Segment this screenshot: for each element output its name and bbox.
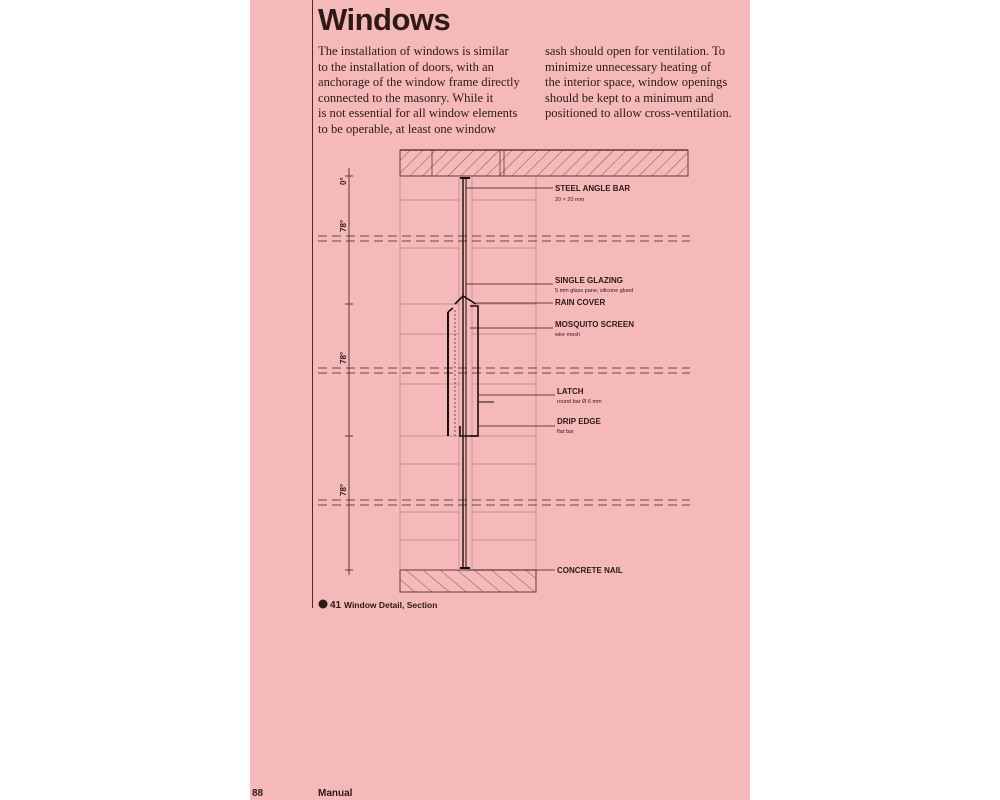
dimension-label: 78° <box>339 219 348 232</box>
label-mosquito-screen-sub: wire mesh <box>555 332 581 338</box>
body-line: positioned to allow cross-ventilation. <box>545 106 732 121</box>
body-line: anchorage of the window frame directly <box>318 75 520 90</box>
label-concrete-nail: CONCRETE NAIL <box>557 566 623 575</box>
body-line: should be kept to a minimum and <box>545 90 714 105</box>
sill-slab <box>400 570 536 592</box>
lintel-slab <box>400 150 688 176</box>
body-line: The installation of windows is similar <box>318 44 509 58</box>
body-line: minimize unnecessary heating of <box>545 59 712 74</box>
label-drip-edge: DRIP EDGE <box>557 417 601 426</box>
page-title: Windows <box>318 2 451 37</box>
break-lines <box>318 236 690 505</box>
label-single-glazing-sub: 5 mm glass pane, silicone glued <box>555 288 634 294</box>
label-steel-angle-bar-sub: 20 × 20 mm <box>555 197 585 203</box>
body-line: is not essential for all window elements <box>318 106 518 121</box>
body-line: to the installation of doors, with an <box>318 59 494 74</box>
page-number: 88 <box>252 788 264 799</box>
caption-text: Window Detail, Section <box>344 600 438 610</box>
body-line: sash should open for ventilation. To <box>545 44 726 58</box>
body-line: connected to the masonry. While it <box>318 90 494 105</box>
label-rain-cover: RAIN COVER <box>555 298 606 307</box>
label-drip-edge-sub: flat bar <box>557 429 574 435</box>
section-name: Manual <box>318 788 353 799</box>
label-latch: LATCH <box>557 387 584 396</box>
body-line: the interior space, window openings <box>545 75 728 90</box>
dimension-label: 0° <box>339 177 348 185</box>
dimension-label: 78° <box>339 483 348 496</box>
label-single-glazing: SINGLE GLAZING <box>555 276 623 285</box>
caption-number: 41 <box>330 600 342 611</box>
label-mosquito-screen: MOSQUITO SCREEN <box>555 320 634 329</box>
dimension-label: 78° <box>339 351 348 364</box>
caption-bullet-icon <box>319 600 328 609</box>
body-line: to be operable, at least one window <box>318 121 497 136</box>
label-latch-sub: round bar Ø 6 mm <box>557 399 602 405</box>
label-steel-angle-bar: STEEL ANGLE BAR <box>555 184 631 193</box>
leader-lines <box>466 188 555 570</box>
